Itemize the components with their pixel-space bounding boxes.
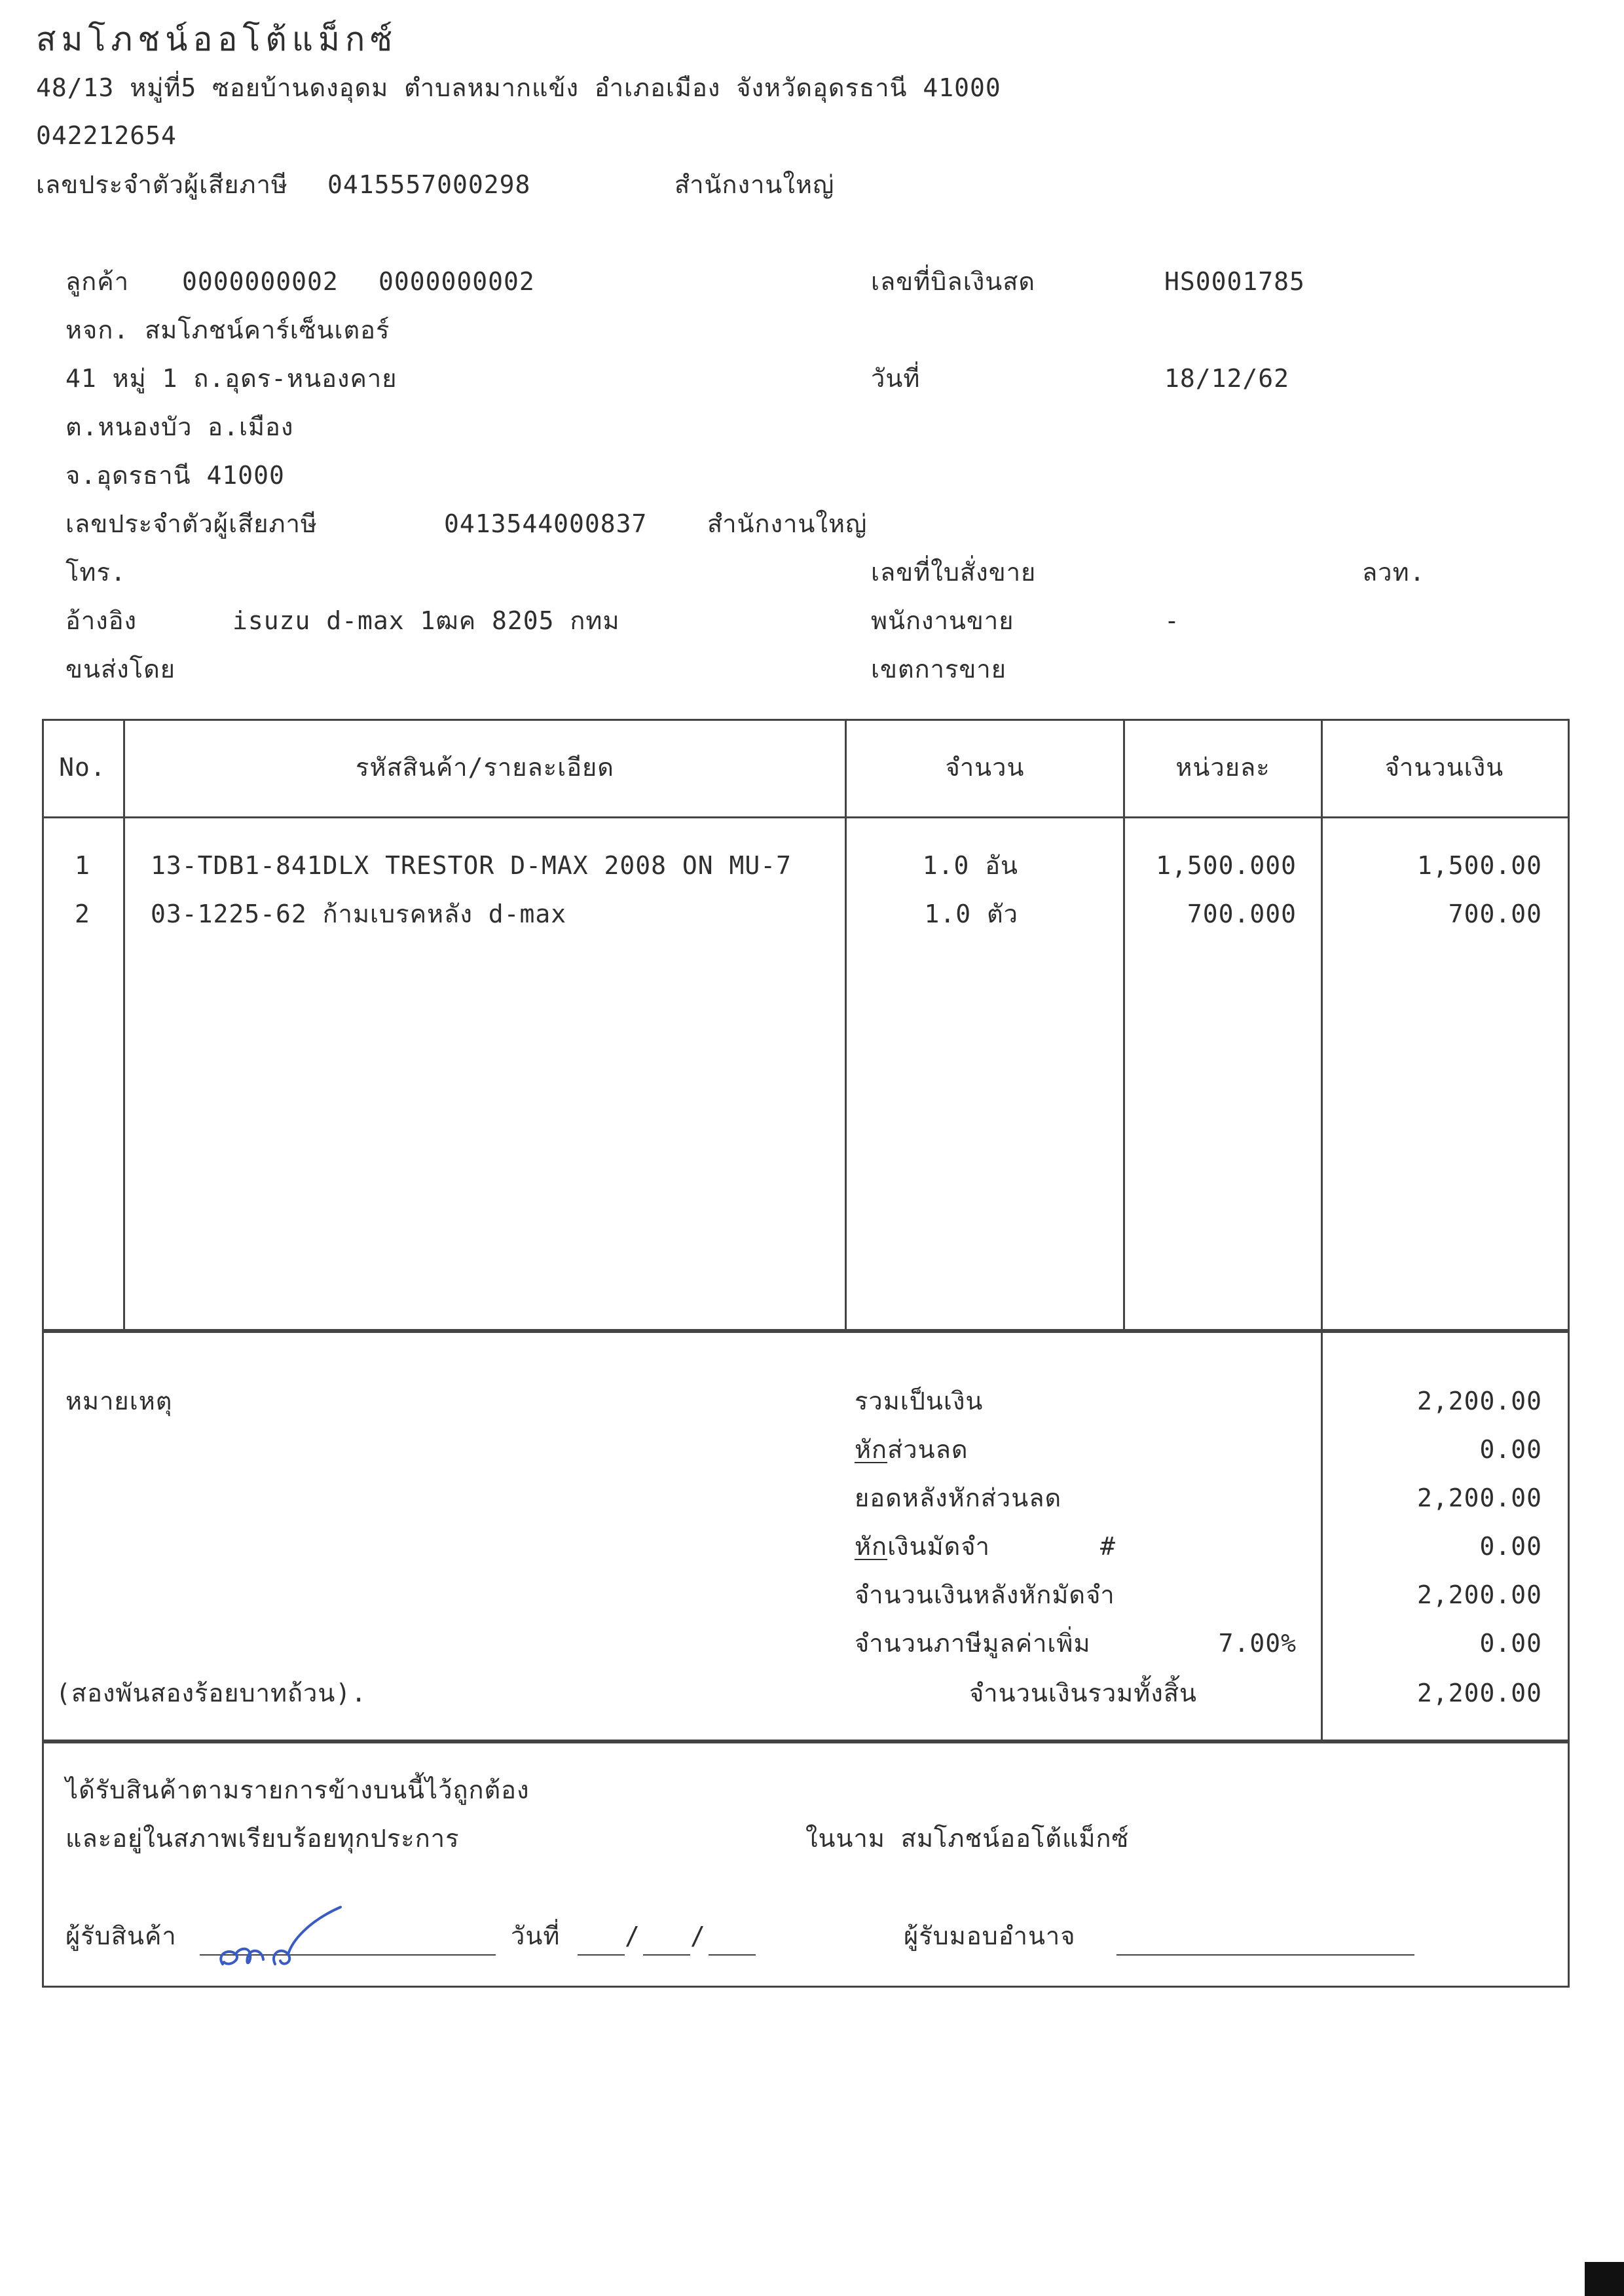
shipping-label: ขนส่งโดย (65, 655, 176, 683)
reference-label: อ้างอิง (65, 606, 138, 635)
bill-date-value: 18/12/62 (1164, 364, 1290, 393)
row-no: 2 (75, 900, 90, 928)
sales-order-label: เลขที่ใบสั่งขาย (871, 558, 1037, 587)
remark-label: หมายเหตุ (65, 1387, 173, 1415)
customer-name: หจก. สมโภชน์คาร์เซ็นเตอร์ (65, 316, 390, 344)
row-description: 13-TDB1-841DLX TRESTOR D-MAX 2008 ON MU-7 (151, 851, 792, 880)
customer-address-1: 41 หมู่ 1 ถ.อุดร-หนองคาย (65, 364, 397, 393)
deduct-word: หัก (855, 1435, 888, 1464)
deposit-label-text: เงินมัดจำ (887, 1532, 990, 1561)
customer-code-2: 0000000002 (378, 267, 535, 296)
customer-phone-label: โทร. (65, 558, 126, 587)
customer-label: ลูกค้า (65, 267, 130, 296)
customer-address-2: ต.หนองบัว อ.เมือง (65, 412, 294, 441)
sales-order-value: ลวท. (1362, 558, 1426, 587)
deposit-label (855, 1532, 990, 1561)
row-amount: 1,500.00 (1416, 851, 1542, 880)
receive-date-label: วันที่ (511, 1922, 561, 1950)
discount-label-text: ส่วนลด (887, 1435, 969, 1464)
handwritten-signature (210, 1902, 354, 1980)
row-description: 03-1225-62 ก้ามเบรคหลัง d-max (151, 900, 567, 928)
items-table (42, 719, 1570, 1333)
table-header-divider (42, 816, 1568, 818)
vat-label: จำนวนภาษีมูลค่าเพิ่ม (855, 1629, 1091, 1658)
receive-date-slash: / (625, 1922, 640, 1950)
row-unit-price: 1,500.000 (1156, 851, 1297, 880)
vat-value: 0.00 (1479, 1629, 1542, 1658)
table-col-divider (1321, 719, 1323, 1331)
amount-in-words: (สองพันสองร้อยบาทถ้วน). (56, 1679, 367, 1707)
reference-value: isuzu d-max 1ฒค 8205 กทม (232, 606, 620, 635)
bill-no-value: HS0001785 (1164, 267, 1305, 296)
company-branch: สำนักงานใหญ่ (674, 170, 835, 199)
after-discount-label: ยอดหลังหักส่วนลด (855, 1484, 1062, 1512)
grand-total-label: จำนวนเงินรวมทั้งสิ้น (969, 1679, 1197, 1707)
receiver-label: ผู้รับสินค้า (65, 1922, 177, 1950)
after-discount-value: 2,200.00 (1416, 1484, 1542, 1512)
grand-total-value: 2,200.00 (1416, 1679, 1542, 1707)
customer-branch: สำนักงานใหญ่ (707, 509, 868, 538)
vat-rate: 7.00% (1218, 1629, 1297, 1658)
company-phone: 042212654 (36, 121, 177, 150)
after-deposit-value: 2,200.00 (1416, 1580, 1542, 1609)
row-no: 1 (75, 851, 90, 880)
table-col-divider (845, 719, 847, 1331)
company-name: สมโภชน์ออโต้แม็กซ์ (36, 20, 398, 58)
bill-no-label: เลขที่บิลเงินสด (871, 267, 1036, 296)
table-col-divider (123, 719, 125, 1331)
authorized-signature-line (1116, 1954, 1414, 1956)
scan-edge-mark (1585, 2262, 1624, 2296)
authorized-label: ผู้รับมอบอำนาจ (904, 1922, 1076, 1950)
received-line-1: ได้รับสินค้าตามรายการข้างบนนี้ไว้ถูกต้อง (65, 1776, 530, 1804)
company-tax-id: 0415557000298 (327, 170, 531, 199)
customer-tax-label: เลขประจำตัวผู้เสียภาษี (65, 509, 318, 538)
receive-date-year-line (709, 1954, 756, 1956)
table-col-divider (1123, 719, 1125, 1331)
after-deposit-label: จำนวนเงินหลังหักมัดจำ (855, 1580, 1115, 1609)
salesperson-label: พนักงานขาย (871, 606, 1014, 635)
received-line-2: และอยู่ในสภาพเรียบร้อยทุกประการ (65, 1824, 460, 1853)
deposit-value: 0.00 (1479, 1532, 1542, 1561)
bill-date-label: วันที่ (871, 364, 921, 393)
on-behalf-of: ในนาม สมโภชน์ออโต้แม็กซ์ (805, 1824, 1130, 1853)
deposit-hash: # (1100, 1532, 1116, 1561)
row-quantity: 1.0 อัน (922, 851, 1018, 880)
customer-tax-id: 0413544000837 (444, 509, 648, 538)
sales-area-label: เขตการขาย (871, 655, 1006, 683)
deduct-word: หัก (855, 1532, 888, 1561)
table-header-unit-price: หน่วยละ (1175, 753, 1270, 782)
discount-label (855, 1435, 969, 1464)
company-tax-label: เลขประจำตัวผู้เสียภาษี (36, 170, 288, 199)
total-label: รวมเป็นเงิน (855, 1387, 984, 1415)
company-address: 48/13 หมู่ที่5 ซอยบ้านดงอุดม ตำบลหมากแข้ง อำเภอเมือง จังหวัดอุดรธานี 41000 (36, 73, 1001, 102)
row-amount: 700.00 (1448, 900, 1542, 928)
table-header-no: No. (59, 753, 106, 782)
table-header-description: รหัสสินค้า/รายละเอียด (356, 753, 614, 782)
total-value: 2,200.00 (1416, 1387, 1542, 1415)
customer-address-3: จ.อุดรธานี 41000 (65, 461, 285, 490)
table-header-amount: จำนวนเงิน (1384, 753, 1504, 782)
customer-code-1: 0000000002 (182, 267, 339, 296)
row-quantity: 1.0 ตัว (924, 900, 1018, 928)
discount-value: 0.00 (1479, 1435, 1542, 1464)
salesperson-value: - (1164, 606, 1180, 635)
table-header-quantity: จำนวน (945, 753, 1025, 782)
receive-date-day-line (578, 1954, 625, 1956)
receive-date-slash: / (690, 1922, 706, 1950)
receive-date-month-line (643, 1954, 690, 1956)
row-unit-price: 700.000 (1187, 900, 1297, 928)
